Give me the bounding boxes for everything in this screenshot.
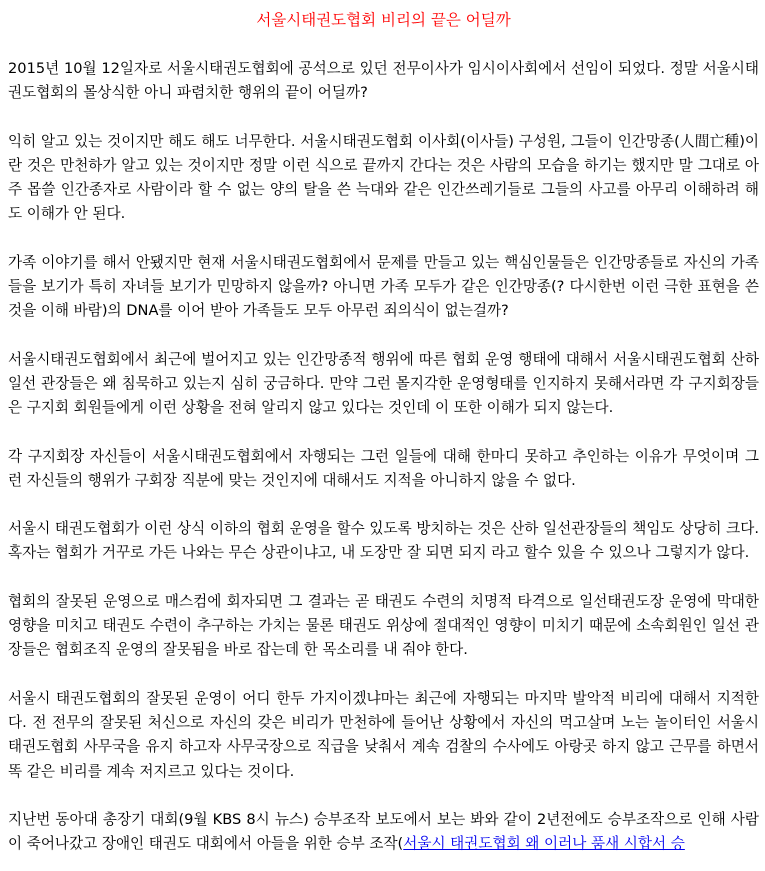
paragraph-5: 각 구지회장 자신들이 서울시태권도협회에서 자행되는 그런 일들에 대해 한마디 못하고 추인하는 이유가 무엇이며 그런 자신들의 행위가 구회장 직분에 맞는 것인지에 대해서도 지적을 아니하지 않을 수 없다. <box>8 447 759 489</box>
article-body <box>8 57 759 856</box>
paragraph-6: 서울시 태권도협회가 이런 상식 이하의 협회 운영을 할수 있도록 방치하는 것은 산하 일선관장들의 책임도 상당히 크다. 혹자는 협회가 거꾸로 가든 나와는 무슨 상관이냐고, 내 도장만 잘 되면 되지 라고 할수 있을 수 있으나 그렇지가 않다. <box>8 520 759 562</box>
paragraph-9-text: 지난번 동아대 총장기 대회(9월 KBS 8시 뉴스) 승부조작 보도에서 보는 봐와 같이 2년전에도 승부조작으로 인해 사람이 죽어나갔고 장애인 태권도 대회에서 아들을 위한 승부 조작( <box>8 810 759 853</box>
paragraph-3: 가족 이야기를 해서 안됐지만 현재 서울시태권도협회에서 문제를 만들고 있는 핵심인물들은 인간망종들로 자신의 가족들을 보기가 특히 자녀들 보기가 민망하지 않을까? 아니면 가족 모두가 같은 인간망종(? 다시한번 이런 극한 표현을 쓴 것을 이해 바람)의 DNA를 이어 받아 가족들도 모두 아무런 죄의식이 없는걸까? <box>8 253 759 320</box>
article-link[interactable]: 서울시 태권도협회 왜 이러나 품새 시합서 승 <box>403 835 685 853</box>
paragraph-7: 협회의 잘못된 운영으로 매스컴에 회자되면 그 결과는 곧 태권도 수련의 치명적 타격으로 일선태권도장 운영에 막대한 영향을 미치고 태권도 수련이 추구하는 가치는 물론 태권도 위상에 절대적인 영향이 미치기 때문에 소속회원인 일선 관장들은 협회조직 운영의 잘못됨을 바로 잡는데 한 목소리를 내 줘야 한다. <box>8 592 759 659</box>
paragraph-8: 서울시 태권도협회의 잘못된 운영이 어디 한두 가지이겠냐마는 최근에 자행되는 마지막 발악적 비리에 대해서 지적한다. 전 전무의 잘못된 처신으로 자신의 갖은 비리가 만천하에 들어난 상황에서 자신의 먹고살며 노는 놀이터인 서울시 태권도협회 사무국을 유지 하고자 사무국장으로 직급을 낮춰서 계속 검찰의 수사에도 아랑곳 하지 않고 근무를 하면서 똑 같은 비리를 계속 저지르고 있다는 것이다. <box>8 689 759 780</box>
paragraph-4: 서울시태권도협회에서 최근에 벌어지고 있는 인간망종적 행위에 따른 협회 운영 행태에 대해서 서울시태권도협회 산하 일선 관장들은 왜 침묵하고 있는지 심히 궁금하다. 만약 그런 몰지각한 운영형태를 인지하지 못해서라면 각 구지회장들은 구지회 회원들에게 이런 상황을 전혀 알리지 않고 있다는 것인데 이 또한 이해가 되지 않는다. <box>8 350 759 417</box>
paragraph-2: 익히 알고 있는 것이지만 해도 해도 너무한다. 서울시태권도협회 이사회(이사들) 구성원, 그들이 인간망종(人間亡種)이란 것은 만천하가 알고 있는 것이지만 정말 이런 식으로 끝까지 간다는 것은 사람의 모습을 하기는 했지만 말 그대로 아주 몹쓸 인간종자로 사람이라 할 수 없는 양의 탈을 쓴 늑대와 같은 인간쓰레기들로 그들의 사고를 아무리 이해하려 해도 이해가 안 된다. <box>8 132 759 223</box>
paragraph-9 <box>8 808 759 857</box>
paragraph-1: 2015년 10월 12일자로 서울시태권도협회에 공석으로 있던 전무이사가 임시이사회에서 선임이 되었다. 정말 서울시태권도협회의 몰상식한 아니 파렴치한 행위의 끝이 어딜까? <box>8 60 759 102</box>
article-title: 서울시태권도협회 비리의 끝은 어딜까 <box>256 11 511 29</box>
